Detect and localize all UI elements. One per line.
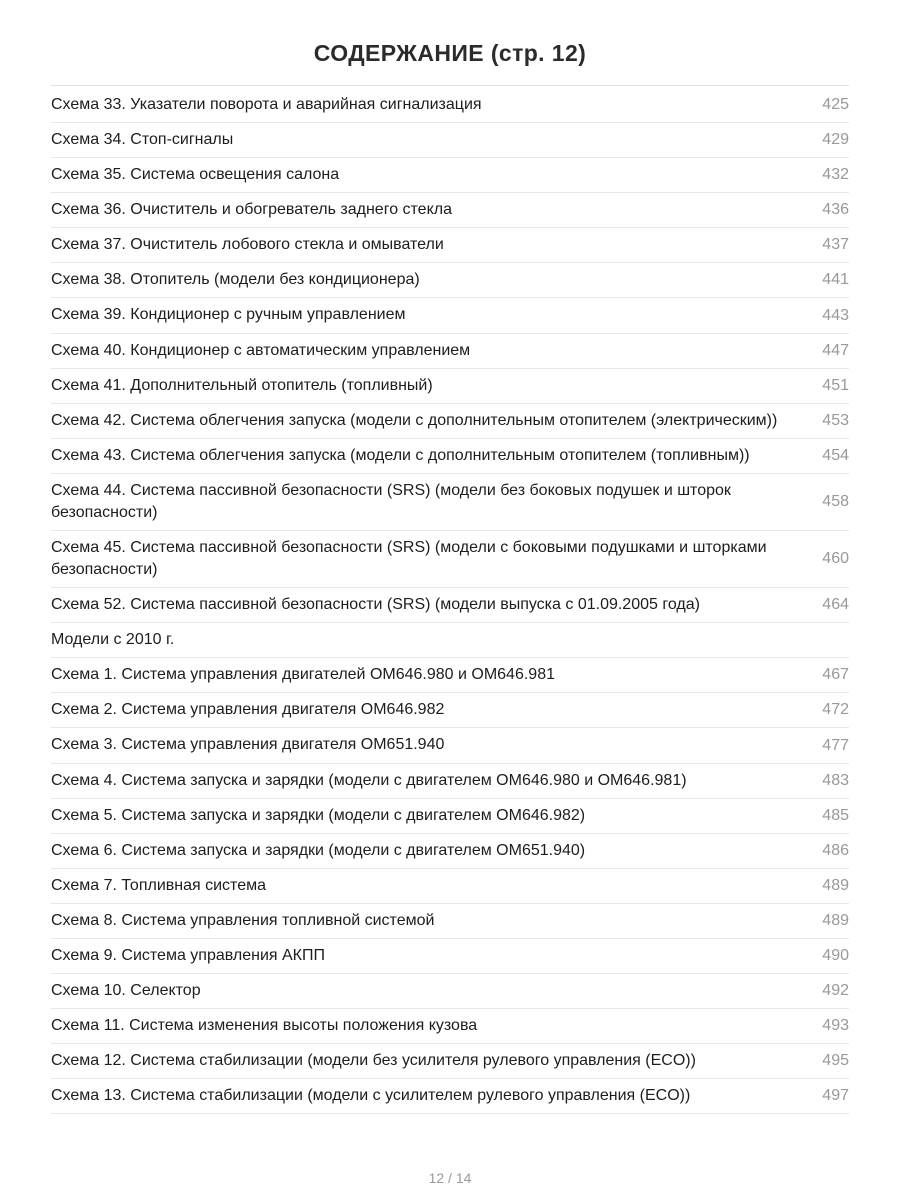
toc-entry-label: Схема 2. Система управления двигателя OM646.982 <box>51 701 445 719</box>
toc-row <box>51 369 849 404</box>
toc-entry-page: 486 <box>822 841 849 859</box>
toc-entry-page: 483 <box>822 771 849 789</box>
toc-row <box>51 439 849 474</box>
toc-entry-page: 485 <box>822 806 849 824</box>
toc-row <box>51 263 849 298</box>
toc-section-header <box>51 623 849 658</box>
toc-row <box>51 728 849 763</box>
toc-entry-label: Схема 33. Указатели поворота и аварийная сигнализация <box>51 96 482 113</box>
toc-entry-label: Схема 11. Система изменения высоты положения кузова <box>51 1017 478 1035</box>
toc-entry-label: Схема 34. Стоп-сигналы <box>51 131 234 149</box>
toc-entry-label: Схема 4. Система запуска и зарядки (модели с двигателем OM646.980 и OM646.981) <box>51 771 687 789</box>
toc-entry-label: Схема 6. Система запуска и зарядки (модели с двигателем OM651.940) <box>51 841 586 859</box>
toc-row <box>51 158 849 193</box>
toc-row <box>51 228 849 263</box>
toc-row <box>51 799 849 834</box>
toc-entry-page: 495 <box>822 1052 849 1070</box>
toc-row <box>51 298 849 333</box>
toc-entry-label: Схема 39. Кондиционер с ручным управлением <box>51 306 406 324</box>
toc-entry-page: 497 <box>822 1087 849 1105</box>
toc-entry-label: Схема 8. Система управления топливной системой <box>51 911 435 929</box>
toc-entry-page: 472 <box>822 701 849 719</box>
toc-entry-page: 460 <box>822 550 849 568</box>
toc-entry-page: 467 <box>822 666 849 684</box>
toc-entry-page: 425 <box>822 96 849 114</box>
toc-entry-label: Схема 12. Система стабилизации (модели без усилителя рулевого управления (ECO)) <box>51 1052 696 1070</box>
toc-entry-page: 493 <box>822 1017 849 1035</box>
toc-row <box>51 404 849 439</box>
toc-entry-label: Схема 5. Система запуска и зарядки (модели с двигателем OM646.982) <box>51 806 586 824</box>
toc-entry-page: 432 <box>822 166 849 184</box>
toc-entry-page: 489 <box>822 876 849 894</box>
toc-entry-page: 464 <box>822 596 849 614</box>
toc-entry-label: Схема 40. Кондиционер с автоматическим управлением <box>51 341 471 359</box>
toc-row <box>51 88 849 123</box>
toc-entry-page: 477 <box>822 736 849 754</box>
toc-row <box>51 193 849 228</box>
toc-row <box>51 764 849 799</box>
toc-entry-page: 453 <box>822 411 849 429</box>
toc-entry-label: Схема 13. Система стабилизации (модели с усилителем рулевого управления (ECO)) <box>51 1087 691 1105</box>
toc-entry-page: 447 <box>822 341 849 359</box>
toc-row <box>51 588 849 623</box>
title-divider <box>51 85 849 86</box>
toc-entry-label: Схема 3. Система управления двигателя OM651.940 <box>51 736 445 754</box>
page-footer: 12 / 14 <box>428 1170 472 1186</box>
toc-row <box>51 1009 849 1044</box>
toc-entry-label: Схема 52. Система пассивной безопасности (SRS) (модели выпуска с 01.09.2005 года) <box>51 596 700 614</box>
toc-entry-page: 454 <box>822 446 849 464</box>
toc-entry-label: Схема 37. Очиститель лобового стекла и омыватели <box>51 236 444 254</box>
toc-row <box>51 123 849 158</box>
toc-entry-label: Схема 44. Система пассивной безопасности (SRS) (модели без боковых подушек и шторок безопасности) <box>51 481 731 521</box>
toc-row <box>51 658 849 693</box>
toc-entry-page: 436 <box>822 201 849 219</box>
toc-entry-label: Схема 1. Система управления двигателей OM646.980 и OM646.981 <box>51 666 555 684</box>
toc-row <box>51 869 849 904</box>
toc-entry-label: Схема 45. Система пассивной безопасности (SRS) (модели с боковыми подушками и шторками безопасности) <box>51 539 767 579</box>
toc-row <box>51 974 849 1009</box>
toc-entry-page: 489 <box>822 911 849 929</box>
toc-row <box>51 531 849 588</box>
toc-list <box>51 88 849 1154</box>
toc-row <box>51 693 849 728</box>
toc-row <box>51 1079 849 1114</box>
toc-entry-page: 490 <box>822 946 849 964</box>
toc-entry-label: Схема 9. Система управления АКПП <box>51 946 325 964</box>
toc-entry-page: 458 <box>822 492 849 510</box>
toc-entry-page: 492 <box>822 982 849 1000</box>
toc-row <box>51 334 849 369</box>
toc-entry-label: Схема 43. Система облегчения запуска (модели с дополнительным отопителем (топливным)) <box>51 446 750 464</box>
toc-entry-label: Схема 38. Отопитель (модели без кондиционера) <box>51 271 420 289</box>
toc-entry-page: 451 <box>822 376 849 394</box>
toc-entry-label: Схема 35. Система освещения салона <box>51 166 340 184</box>
toc-entry-label: Схема 10. Селектор <box>51 982 201 1000</box>
toc-entry-label: Схема 36. Очиститель и обогреватель заднего стекла <box>51 201 452 219</box>
toc-entry-page: 429 <box>822 131 849 149</box>
toc-row <box>51 834 849 869</box>
toc-row <box>51 1044 849 1079</box>
toc-entry-label: Схема 42. Система облегчения запуска (модели с дополнительным отопителем (электрическим)) <box>51 411 778 429</box>
toc-row <box>51 939 849 974</box>
toc-entry-label: Модели с 2010 г. <box>51 631 175 649</box>
toc-row <box>51 474 849 531</box>
page-title: СОДЕРЖАНИЕ (стр. 12) <box>313 40 587 66</box>
toc-entry-page: 441 <box>822 271 849 289</box>
toc-entry-page: 437 <box>822 236 849 254</box>
toc-entry-label: Схема 7. Топливная система <box>51 876 266 894</box>
toc-row <box>51 904 849 939</box>
toc-entry-page: 443 <box>822 306 849 324</box>
toc-entry-label: Схема 41. Дополнительный отопитель (топливный) <box>51 376 433 394</box>
